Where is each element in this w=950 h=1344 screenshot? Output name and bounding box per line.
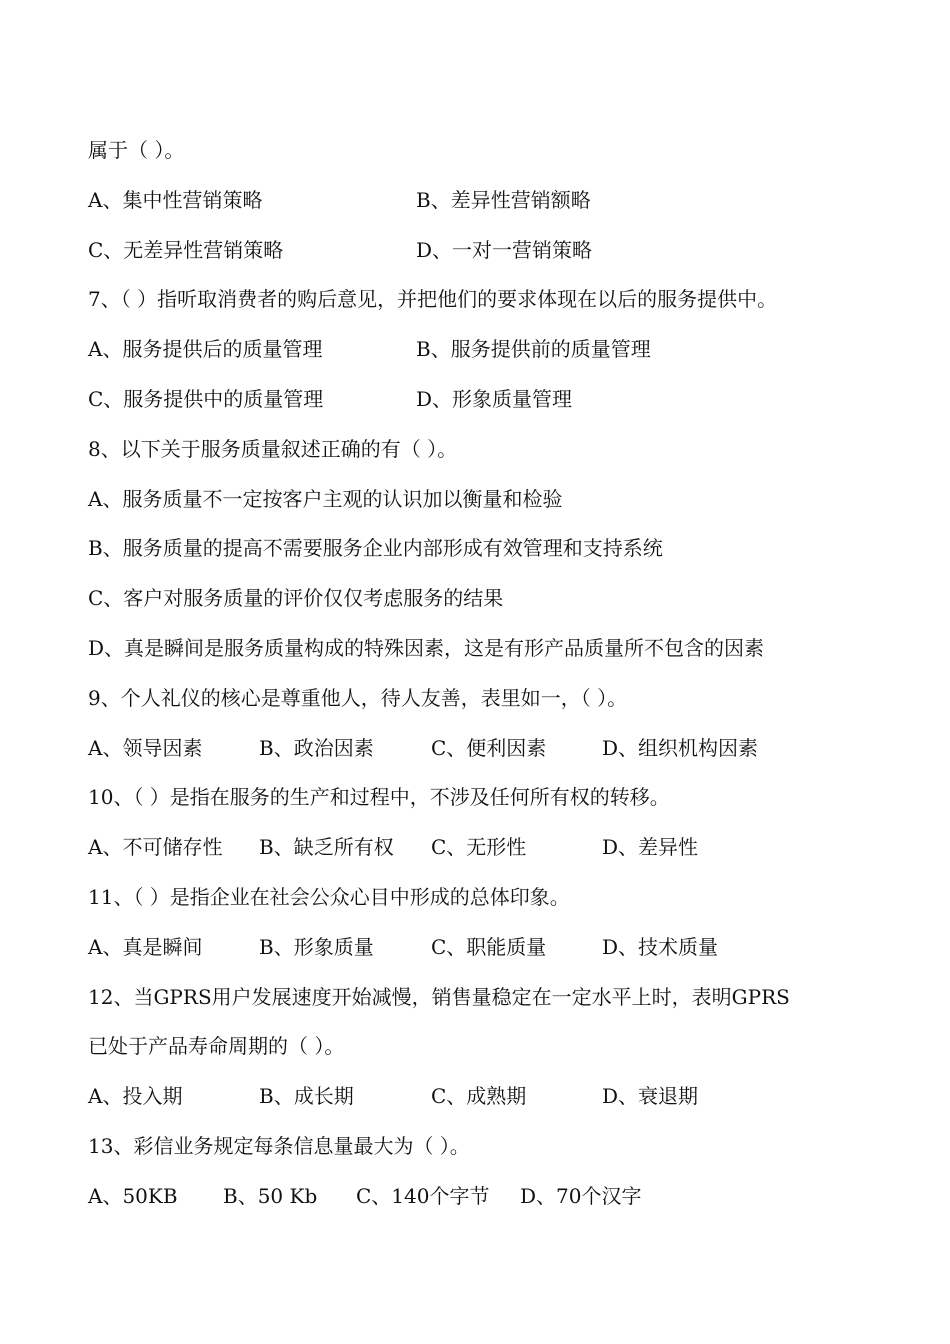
option-item: A、服务提供后的质量管理 (88, 337, 323, 361)
text-line: 11、（ ）是指企业在社会公众心目中形成的总体印象。 (88, 885, 570, 909)
option-item: B、差异性营销额略 (416, 188, 591, 212)
text-line: 8、以下关于服务质量叙述正确的有（ ）。 (88, 437, 458, 461)
option-item: D、形象质量管理 (416, 387, 573, 411)
text-line: 9、个人礼仪的核心是尊重他人，待人友善，表里如一，（ ）。 (88, 686, 628, 710)
option-item: C、服务提供中的质量管理 (88, 387, 324, 411)
text-line: A、服务质量不一定按客户主观的认识加以衡量和检验 (88, 487, 563, 511)
option-item: D、70个汉字 (520, 1184, 642, 1208)
option-item: D、衰退期 (602, 1084, 699, 1108)
option-item: B、缺乏所有权 (259, 835, 394, 859)
option-item: A、投入期 (88, 1084, 183, 1108)
text-line: C、客户对服务质量的评价仅仅考虑服务的结果 (88, 586, 504, 610)
text-line: 12、当GPRS用户发展速度开始减慢，销售量稳定在一定水平上时，表明GPRS (88, 985, 790, 1009)
option-item: A、不可储存性 (88, 835, 223, 859)
option-item: D、差异性 (602, 835, 699, 859)
text-line: D、真是瞬间是服务质量构成的特殊因素，这是有形产品质量所不包含的因素 (88, 636, 765, 660)
option-item: C、便利因素 (431, 736, 547, 760)
option-item: B、形象质量 (259, 935, 374, 959)
option-item: C、成熟期 (431, 1084, 527, 1108)
text-line: 13、彩信业务规定每条信息量最大为（ ）。 (88, 1134, 470, 1158)
option-item: B、政治因素 (259, 736, 374, 760)
option-item: A、集中性营销策略 (88, 188, 263, 212)
text-line: 属于（ ）。 (88, 138, 185, 162)
option-item: D、一对一营销策略 (416, 238, 593, 262)
text-line: 10、（ ）是指在服务的生产和过程中，不涉及任何所有权的转移。 (88, 785, 670, 809)
option-item: C、职能质量 (431, 935, 547, 959)
option-item: A、领导因素 (88, 736, 203, 760)
option-item: B、服务提供前的质量管理 (416, 337, 651, 361)
option-item: B、成长期 (259, 1084, 354, 1108)
option-item: D、组织机构因素 (602, 736, 759, 760)
option-item: B、50 Kb (223, 1184, 318, 1208)
option-item: C、无形性 (431, 835, 527, 859)
text-line: B、服务质量的提高不需要服务企业内部形成有效管理和支持系统 (88, 536, 663, 560)
option-item: C、140个字节 (356, 1184, 490, 1208)
option-item: A、真是瞬间 (88, 935, 203, 959)
text-line: 已处于产品寿命周期的（ ）。 (88, 1034, 345, 1058)
option-item: A、50KB (88, 1184, 178, 1208)
text-line: 7、（ ）指听取消费者的购后意见，并把他们的要求体现在以后的服务提供中。 (88, 287, 778, 311)
option-item: D、技术质量 (602, 935, 719, 959)
option-item: C、无差异性营销策略 (88, 238, 284, 262)
